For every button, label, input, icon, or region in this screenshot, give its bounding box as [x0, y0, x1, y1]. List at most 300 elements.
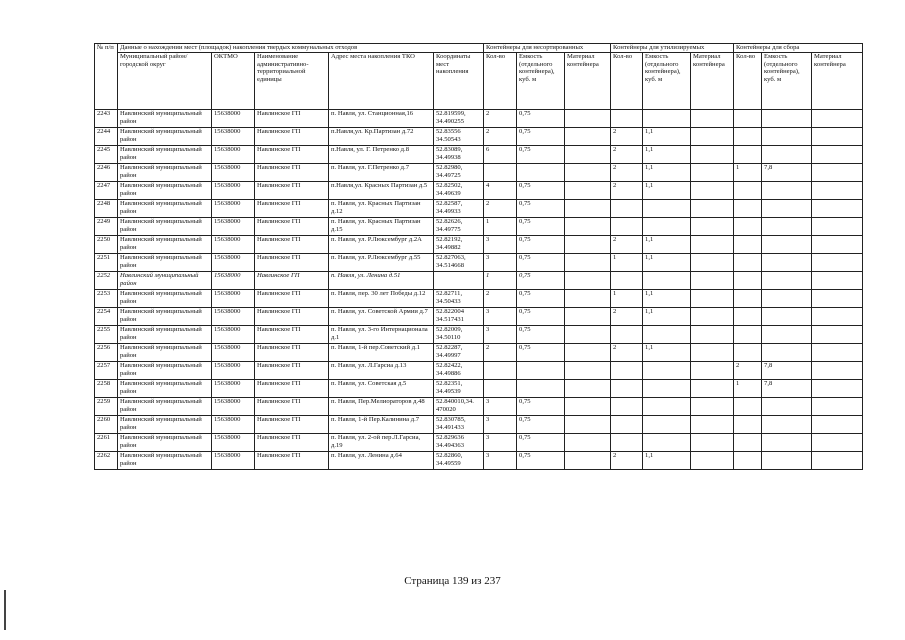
header-num: № п/п	[95, 44, 118, 110]
cell-recyclable-material	[691, 326, 734, 344]
cell-coordinates: 52.82422, 34.49886	[434, 362, 484, 380]
cell-coordinates	[434, 272, 484, 290]
cell-settlement: Навлинское ГП	[255, 182, 329, 200]
cell-recyclable-capacity	[643, 398, 691, 416]
cell-unsorted-material	[565, 380, 611, 398]
cell-collection-capacity: 7,8	[762, 164, 812, 182]
cell-unsorted-count	[484, 164, 517, 182]
cell-number: 2259	[95, 398, 118, 416]
header-unsorted-capacity: Емкость (отдельного контейнера), куб. м	[517, 53, 565, 110]
cell-recyclable-material	[691, 254, 734, 272]
cell-settlement: Навлинское ГП	[255, 326, 329, 344]
header-recyclable-capacity: Емкость (отдельного контейнера), куб. м	[643, 53, 691, 110]
cell-recyclable-capacity	[643, 326, 691, 344]
cell-district: Навлинский муниципальный район	[118, 452, 212, 470]
cell-unsorted-count: 4	[484, 182, 517, 200]
cell-unsorted-count: 2	[484, 110, 517, 128]
cell-oktmo: 15638000	[212, 326, 255, 344]
cell-address: п. Навля, ул. 3-го Интернационала д.1	[329, 326, 434, 344]
cell-district: Навлинский муниципальный район	[118, 290, 212, 308]
cell-recyclable-capacity: 1,1	[643, 452, 691, 470]
cell-collection-count	[734, 128, 762, 146]
table-row	[95, 110, 863, 128]
cell-district: Навлинский муниципальный район	[118, 200, 212, 218]
cell-unsorted-count: 3	[484, 398, 517, 416]
cell-district: Навлинский муниципальный район	[118, 218, 212, 236]
cell-settlement: Навлинское ГП	[255, 164, 329, 182]
cell-collection-material	[812, 236, 863, 254]
header-row-groups	[95, 44, 863, 53]
cell-district: Навлинский муниципальный район	[118, 110, 212, 128]
cell-district: Навлинский муниципальный район	[118, 380, 212, 398]
table-row	[95, 182, 863, 200]
cell-address: п. Навля, ул. Р.Люксембург д.2А	[329, 236, 434, 254]
cell-recyclable-capacity: 1,1	[643, 308, 691, 326]
cell-settlement: Навлинское ГП	[255, 146, 329, 164]
cell-settlement: Навлинское ГП	[255, 452, 329, 470]
cell-address: п. Навля, ул. Красных Партизан д.15	[329, 218, 434, 236]
cell-collection-count	[734, 200, 762, 218]
cell-unsorted-capacity: 0,75	[517, 128, 565, 146]
cell-collection-capacity	[762, 182, 812, 200]
cell-collection-material	[812, 398, 863, 416]
cell-unsorted-count	[484, 362, 517, 380]
cell-unsorted-material	[565, 182, 611, 200]
cell-collection-count	[734, 326, 762, 344]
cell-coordinates: 52.82587, 34.49933	[434, 200, 484, 218]
cell-unsorted-material	[565, 272, 611, 290]
cell-number: 2250	[95, 236, 118, 254]
cell-address: п.Навля, ул. Г. Петренко д.8	[329, 146, 434, 164]
cell-collection-count	[734, 236, 762, 254]
cell-collection-count	[734, 398, 762, 416]
cell-unsorted-material	[565, 110, 611, 128]
cell-unsorted-capacity	[517, 164, 565, 182]
cell-oktmo: 15638000	[212, 146, 255, 164]
cell-collection-material	[812, 146, 863, 164]
cell-recyclable-material	[691, 452, 734, 470]
cell-unsorted-material	[565, 308, 611, 326]
cell-recyclable-material	[691, 128, 734, 146]
cell-unsorted-capacity: 0,75	[517, 236, 565, 254]
cell-address: п. Навля, ул. Р.Люксембург д.55	[329, 254, 434, 272]
cell-collection-material	[812, 254, 863, 272]
cell-collection-material	[812, 164, 863, 182]
cell-recyclable-capacity	[643, 416, 691, 434]
cell-district: Навлинский муниципальный район	[118, 164, 212, 182]
cell-recyclable-count: 1	[611, 254, 643, 272]
cell-collection-capacity	[762, 146, 812, 164]
cell-recyclable-capacity: 1,1	[643, 254, 691, 272]
header-collection-capacity: Емкость (отдельного контейнера), куб. м	[762, 53, 812, 110]
cell-recyclable-material	[691, 218, 734, 236]
table-row	[95, 362, 863, 380]
cell-recyclable-capacity: 1,1	[643, 182, 691, 200]
cell-district: Навлинский муниципальный район	[118, 326, 212, 344]
header-oktmo: ОКТМО	[212, 53, 255, 110]
cell-collection-count	[734, 182, 762, 200]
cell-collection-material	[812, 380, 863, 398]
cell-unsorted-material	[565, 398, 611, 416]
cell-district: Навлинский муниципальный район	[118, 344, 212, 362]
cell-address: п. Навля, ул. Красных Партизан д.12	[329, 200, 434, 218]
cell-unsorted-capacity: 0,75	[517, 290, 565, 308]
cell-unsorted-capacity: 0,75	[517, 398, 565, 416]
cell-recyclable-count: 2	[611, 308, 643, 326]
cell-number: 2256	[95, 344, 118, 362]
cell-unsorted-material	[565, 344, 611, 362]
cell-coordinates: 52.819599, 34.490255	[434, 110, 484, 128]
cell-settlement: Навлинское ГП	[255, 362, 329, 380]
cell-unsorted-count: 1	[484, 218, 517, 236]
table-row	[95, 380, 863, 398]
cell-recyclable-capacity: 1,1	[643, 236, 691, 254]
cell-unsorted-capacity	[517, 362, 565, 380]
cell-oktmo: 15638000	[212, 236, 255, 254]
cell-number: 2258	[95, 380, 118, 398]
table-row	[95, 452, 863, 470]
table-row	[95, 434, 863, 452]
cell-unsorted-count	[484, 380, 517, 398]
cell-number: 2262	[95, 452, 118, 470]
cell-unsorted-count: 2	[484, 128, 517, 146]
header-group-unsorted: Контейнеры для несортированных	[484, 44, 611, 53]
cell-unsorted-material	[565, 362, 611, 380]
cell-recyclable-capacity: 1,1	[643, 128, 691, 146]
table-row	[95, 272, 863, 290]
header-row-columns	[95, 53, 863, 110]
cell-collection-capacity	[762, 398, 812, 416]
cell-coordinates: 52.830785, 34.491433	[434, 416, 484, 434]
cell-recyclable-count: 2	[611, 164, 643, 182]
cell-coordinates: 52.82009, 34.50110	[434, 326, 484, 344]
header-address: Адрес места накопления ТКО	[329, 53, 434, 110]
cell-number: 2254	[95, 308, 118, 326]
cell-collection-count	[734, 146, 762, 164]
cell-unsorted-capacity: 0,75	[517, 146, 565, 164]
cell-number: 2253	[95, 290, 118, 308]
cell-recyclable-material	[691, 344, 734, 362]
cell-unsorted-count: 3	[484, 308, 517, 326]
cell-coordinates: 52.840010,34. 470020	[434, 398, 484, 416]
cell-unsorted-count: 3	[484, 254, 517, 272]
table-row	[95, 200, 863, 218]
header-recyclable-count: Кол-во	[611, 53, 643, 110]
cell-address: п. Навля, ул. Станционная,16	[329, 110, 434, 128]
cell-coordinates: 52.83089, 34.49938	[434, 146, 484, 164]
cell-oktmo: 15638000	[212, 434, 255, 452]
cell-district: Навлинский муниципальный район	[118, 272, 212, 290]
cell-address: п. Навля, 1-й пер.Советский д.1	[329, 344, 434, 362]
cell-oktmo: 15638000	[212, 128, 255, 146]
waste-sites-table	[94, 43, 863, 470]
cell-recyclable-capacity	[643, 380, 691, 398]
cell-settlement: Навлинское ГП	[255, 344, 329, 362]
cell-collection-material	[812, 434, 863, 452]
cell-recyclable-material	[691, 290, 734, 308]
cell-recyclable-count: 2	[611, 452, 643, 470]
cell-address: п. Навля, ул. Ленина д.51	[329, 272, 434, 290]
cell-recyclable-material	[691, 272, 734, 290]
cell-collection-count	[734, 218, 762, 236]
cell-collection-capacity: 7,8	[762, 362, 812, 380]
cell-recyclable-count	[611, 218, 643, 236]
cell-coordinates: 52.82860, 34.49559	[434, 452, 484, 470]
table-row	[95, 308, 863, 326]
cell-collection-material	[812, 290, 863, 308]
cell-oktmo: 15638000	[212, 272, 255, 290]
cell-number: 2257	[95, 362, 118, 380]
cell-unsorted-material	[565, 146, 611, 164]
cell-settlement: Навлинское ГП	[255, 290, 329, 308]
cell-recyclable-count	[611, 110, 643, 128]
cell-recyclable-material	[691, 164, 734, 182]
table-row	[95, 326, 863, 344]
cell-collection-material	[812, 272, 863, 290]
cell-district: Навлинский муниципальный район	[118, 146, 212, 164]
cell-unsorted-material	[565, 200, 611, 218]
cell-collection-capacity	[762, 434, 812, 452]
cell-address: п. Навля, ул. Г.Петренко д.7	[329, 164, 434, 182]
cell-number: 2244	[95, 128, 118, 146]
cell-collection-count	[734, 110, 762, 128]
cell-unsorted-count: 6	[484, 146, 517, 164]
cell-unsorted-material	[565, 326, 611, 344]
cell-unsorted-count: 3	[484, 326, 517, 344]
cell-collection-capacity	[762, 290, 812, 308]
table-row	[95, 398, 863, 416]
cell-unsorted-count: 2	[484, 290, 517, 308]
cell-oktmo: 15638000	[212, 182, 255, 200]
cell-district: Навлинский муниципальный район	[118, 398, 212, 416]
cell-recyclable-count: 2	[611, 128, 643, 146]
cell-oktmo: 15638000	[212, 290, 255, 308]
cell-collection-capacity	[762, 128, 812, 146]
cell-collection-material	[812, 128, 863, 146]
cell-unsorted-material	[565, 218, 611, 236]
cell-settlement: Навлинское ГП	[255, 110, 329, 128]
cell-collection-material	[812, 326, 863, 344]
cell-recyclable-count: 2	[611, 236, 643, 254]
cell-recyclable-material	[691, 416, 734, 434]
cell-collection-capacity	[762, 272, 812, 290]
cell-collection-capacity	[762, 344, 812, 362]
cell-recyclable-capacity	[643, 218, 691, 236]
cell-collection-material	[812, 110, 863, 128]
cell-oktmo: 15638000	[212, 164, 255, 182]
scan-margin-mark	[4, 590, 6, 630]
cell-settlement: Навлинское ГП	[255, 434, 329, 452]
cell-collection-material	[812, 182, 863, 200]
cell-unsorted-capacity: 0,75	[517, 308, 565, 326]
table-row	[95, 146, 863, 164]
cell-collection-count: 1	[734, 164, 762, 182]
table-row	[95, 344, 863, 362]
cell-recyclable-capacity	[643, 200, 691, 218]
cell-recyclable-count: 2	[611, 344, 643, 362]
header-coords: Координаты мест накопления	[434, 53, 484, 110]
cell-coordinates: 52.83556 34.50543	[434, 128, 484, 146]
table-row	[95, 416, 863, 434]
cell-recyclable-material	[691, 110, 734, 128]
cell-unsorted-capacity: 0,75	[517, 218, 565, 236]
cell-unsorted-capacity: 0,75	[517, 254, 565, 272]
header-group-collection: Контейнеры для сбора	[734, 44, 863, 53]
cell-unsorted-count: 3	[484, 236, 517, 254]
cell-collection-count	[734, 272, 762, 290]
cell-collection-count	[734, 308, 762, 326]
cell-recyclable-count: 1	[611, 290, 643, 308]
cell-number: 2246	[95, 164, 118, 182]
cell-unsorted-capacity: 0,75	[517, 344, 565, 362]
cell-number: 2243	[95, 110, 118, 128]
cell-recyclable-material	[691, 182, 734, 200]
cell-oktmo: 15638000	[212, 200, 255, 218]
cell-number: 2248	[95, 200, 118, 218]
cell-collection-capacity	[762, 236, 812, 254]
header-unsorted-material: Материал контейнера	[565, 53, 611, 110]
cell-address: п. Навля, ул. Советская д.5	[329, 380, 434, 398]
cell-collection-capacity	[762, 308, 812, 326]
cell-unsorted-capacity: 0,75	[517, 434, 565, 452]
cell-unsorted-material	[565, 452, 611, 470]
cell-unsorted-capacity: 0,75	[517, 272, 565, 290]
cell-unsorted-material	[565, 290, 611, 308]
header-unsorted-count: Кол-во	[484, 53, 517, 110]
table-row	[95, 254, 863, 272]
cell-coordinates: 52.82351, 34.49539	[434, 380, 484, 398]
cell-oktmo: 15638000	[212, 380, 255, 398]
cell-settlement: Навлинское ГП	[255, 236, 329, 254]
cell-collection-capacity: 7,8	[762, 380, 812, 398]
cell-coordinates: 52.82502, 34.49639	[434, 182, 484, 200]
cell-collection-capacity	[762, 416, 812, 434]
cell-recyclable-capacity	[643, 362, 691, 380]
cell-settlement: Навлинское ГП	[255, 416, 329, 434]
cell-collection-capacity	[762, 254, 812, 272]
cell-collection-count	[734, 290, 762, 308]
cell-recyclable-capacity: 1,1	[643, 164, 691, 182]
cell-oktmo: 15638000	[212, 452, 255, 470]
table-row	[95, 164, 863, 182]
cell-recyclable-capacity	[643, 110, 691, 128]
cell-settlement: Навлинское ГП	[255, 380, 329, 398]
cell-unsorted-count: 3	[484, 416, 517, 434]
cell-collection-material	[812, 218, 863, 236]
cell-recyclable-count	[611, 416, 643, 434]
cell-number: 2251	[95, 254, 118, 272]
header-group-location: Данные о нахождении мест (площадок) накопления твердых коммунальных отходов	[118, 44, 484, 53]
table-row	[95, 218, 863, 236]
cell-number: 2245	[95, 146, 118, 164]
cell-oktmo: 15638000	[212, 416, 255, 434]
cell-recyclable-material	[691, 398, 734, 416]
cell-unsorted-material	[565, 434, 611, 452]
cell-collection-material	[812, 452, 863, 470]
cell-recyclable-material	[691, 146, 734, 164]
cell-recyclable-capacity: 1,1	[643, 344, 691, 362]
cell-settlement: Навлинское ГП	[255, 398, 329, 416]
cell-recyclable-count	[611, 398, 643, 416]
cell-recyclable-count	[611, 434, 643, 452]
cell-unsorted-capacity: 0,75	[517, 182, 565, 200]
cell-address: п. Навля, ул. Советской Армии д.7	[329, 308, 434, 326]
cell-recyclable-material	[691, 362, 734, 380]
cell-recyclable-material	[691, 380, 734, 398]
cell-collection-material	[812, 362, 863, 380]
cell-collection-count: 1	[734, 380, 762, 398]
cell-unsorted-count: 2	[484, 200, 517, 218]
cell-oktmo: 15638000	[212, 362, 255, 380]
cell-unsorted-count: 2	[484, 344, 517, 362]
cell-number: 2252	[95, 272, 118, 290]
cell-collection-capacity	[762, 326, 812, 344]
cell-collection-count: 2	[734, 362, 762, 380]
cell-collection-material	[812, 344, 863, 362]
cell-unsorted-capacity	[517, 380, 565, 398]
cell-collection-count	[734, 344, 762, 362]
cell-coordinates: 52.82711, 34.50433	[434, 290, 484, 308]
cell-settlement: Навлинское ГП	[255, 272, 329, 290]
cell-recyclable-count	[611, 326, 643, 344]
cell-collection-count	[734, 416, 762, 434]
table-row	[95, 290, 863, 308]
cell-address: п. Навля, 1-й Пер.Калинина д.7	[329, 416, 434, 434]
header-group-recyclable: Контейнеры для утилизируемых	[611, 44, 734, 53]
cell-recyclable-material	[691, 236, 734, 254]
cell-district: Навлинский муниципальный район	[118, 434, 212, 452]
header-admin-unit: Наименование административно-территориальной единицы	[255, 53, 329, 110]
cell-unsorted-capacity: 0,75	[517, 416, 565, 434]
cell-settlement: Навлинское ГП	[255, 254, 329, 272]
cell-unsorted-material	[565, 254, 611, 272]
cell-recyclable-material	[691, 434, 734, 452]
cell-coordinates: 52.82980, 34.49725	[434, 164, 484, 182]
cell-coordinates: 52.827063, 34.514668	[434, 254, 484, 272]
cell-district: Навлинский муниципальный район	[118, 128, 212, 146]
cell-address: п. Навля, ул. Л.Гарсиа д.13	[329, 362, 434, 380]
cell-unsorted-count: 1	[484, 272, 517, 290]
cell-recyclable-material	[691, 200, 734, 218]
cell-oktmo: 15638000	[212, 308, 255, 326]
cell-number: 2260	[95, 416, 118, 434]
cell-collection-capacity	[762, 200, 812, 218]
cell-collection-count	[734, 434, 762, 452]
cell-unsorted-capacity: 0,75	[517, 200, 565, 218]
cell-coordinates: 52.82626, 34.49775	[434, 218, 484, 236]
cell-collection-count	[734, 254, 762, 272]
cell-district: Навлинский муниципальный район	[118, 254, 212, 272]
cell-recyclable-count	[611, 272, 643, 290]
header-collection-count: Кол-во	[734, 53, 762, 110]
cell-oktmo: 15638000	[212, 398, 255, 416]
cell-coordinates: 52.82192, 34.49882	[434, 236, 484, 254]
cell-recyclable-material	[691, 308, 734, 326]
header-municipal: Муниципальный район/городской округ	[118, 53, 212, 110]
cell-unsorted-capacity: 0,75	[517, 110, 565, 128]
cell-recyclable-count	[611, 362, 643, 380]
cell-settlement: Навлинское ГП	[255, 308, 329, 326]
cell-address: п. Навля, ул. 2-ой пер.Л.Гарсиа, д.19	[329, 434, 434, 452]
cell-recyclable-capacity: 1,1	[643, 146, 691, 164]
table-body	[95, 110, 863, 470]
cell-address: п.Навля,ул. Красных Партизан д.5	[329, 182, 434, 200]
cell-address: п. Навля, ул. Ленина д.64	[329, 452, 434, 470]
cell-settlement: Навлинское ГП	[255, 128, 329, 146]
cell-district: Навлинский муниципальный район	[118, 362, 212, 380]
cell-district: Навлинский муниципальный район	[118, 236, 212, 254]
cell-district: Навлинский муниципальный район	[118, 416, 212, 434]
